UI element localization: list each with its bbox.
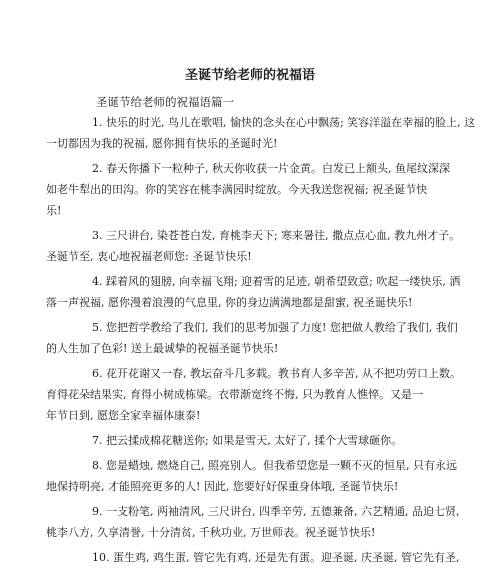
paragraph-line: 3. 三尺讲台, 染苍苍白发, 育桃李天下; 寒来暑往, 撒点点心血, 教九州才子。 (92, 229, 461, 242)
paragraph-line: 1. 快乐的时光, 鸟儿在歌唱, 愉快的念头在心中飘荡; 笑容洋溢在幸福的脸上, 这 (92, 116, 476, 129)
paragraph-line: 圣诞节至, 衷心地祝福老师您: 圣诞节快乐! (46, 250, 252, 263)
page-title: 圣诞节给老师的祝福语 (184, 68, 315, 83)
section-heading: 圣诞节给老师的祝福语篇一 (96, 95, 234, 109)
blessing-paragraph (46, 158, 466, 221)
paragraph-line: 落一声祝福, 愿你漫着浪漫的气息里, 你的身边满满地都是甜蜜, 祝圣诞快乐! (46, 296, 413, 309)
paragraph-line: 9. 一支粉笔, 两袖清风, 三尺讲台, 四季辛劳, 五德兼备, 六艺精通, 品迫七贤, (92, 505, 460, 518)
paragraph-line: 7. 把云揉成棉花糖送你; 如果是雪天, 太好了, 揉个大雪球砸你。 (92, 434, 403, 447)
paragraph-line: 地保持明亮, 才能照亮更多的人! 因此, 您要好好保重身体哦, 圣诞节快乐! (46, 480, 399, 493)
paragraph-line: 如老牛犁出的田沟。你的笑容在桃李满园时绽放。今天我送您祝福; 祝圣诞节快 (46, 183, 428, 196)
blessing-paragraph (46, 430, 466, 451)
blessing-paragraph (46, 501, 466, 543)
paragraph-line: 2. 春天你播下一粒种子, 秋天你收获一片金黄。白发已上额头, 鱼尾纹深深 (92, 162, 450, 175)
paragraph-line: 6. 花开花谢又一春, 教坛奋斗几多载。教书育人多辛苦, 从不把功劳口上数。 (92, 367, 461, 380)
blessing-paragraph (46, 547, 466, 568)
paragraph-line: 的人生加了色彩! 送上最诚挚的祝福圣诞节快乐! (46, 342, 279, 355)
paragraph-line: 年节日到, 愿您全家幸福体康泰! (46, 409, 201, 422)
paragraph-line: 10. 蛋生鸡, 鸡生蛋, 管它先有鸡, 还是先有蛋。迎圣诞, 庆圣诞, 管它先有圣, (92, 551, 460, 564)
document-body (46, 112, 476, 572)
paragraph-line: 一切都因为我的祝福, 愿你拥有快乐的圣诞时光! (46, 137, 278, 150)
blessing-paragraph (46, 225, 466, 267)
blessing-paragraph (46, 455, 466, 497)
blessing-paragraph (46, 317, 466, 359)
paragraph-line: 8. 您是蜡烛, 燃烧自己, 照亮别人。但我希望您是一颗不灭的恒星, 只有永远 (92, 459, 457, 472)
paragraph-line: 桃李八方, 久享清誉, 十分清贫, 千秋功业, 万世师表。祝圣诞节快乐! (46, 526, 376, 539)
blessing-paragraph (46, 363, 466, 426)
blessing-paragraph (46, 271, 466, 313)
paragraph-line: 5. 您把哲学教给了我们, 我们的思考加强了力度! 您把做人教给了我们, 我们 (92, 321, 458, 334)
blessing-paragraph (46, 112, 476, 154)
paragraph-line: 乐! (46, 204, 62, 217)
paragraph-line: 育得花朵结果实, 育得小树成栋梁。衣带渐宽终不悔, 只为教育人憔悴。又是一 (46, 388, 423, 401)
paragraph-line: 4. 踩着风的翅膀, 向幸福飞翔; 迎着雪的足迹, 朝希望致意; 吹起一缕快乐, 洒 (92, 275, 461, 288)
